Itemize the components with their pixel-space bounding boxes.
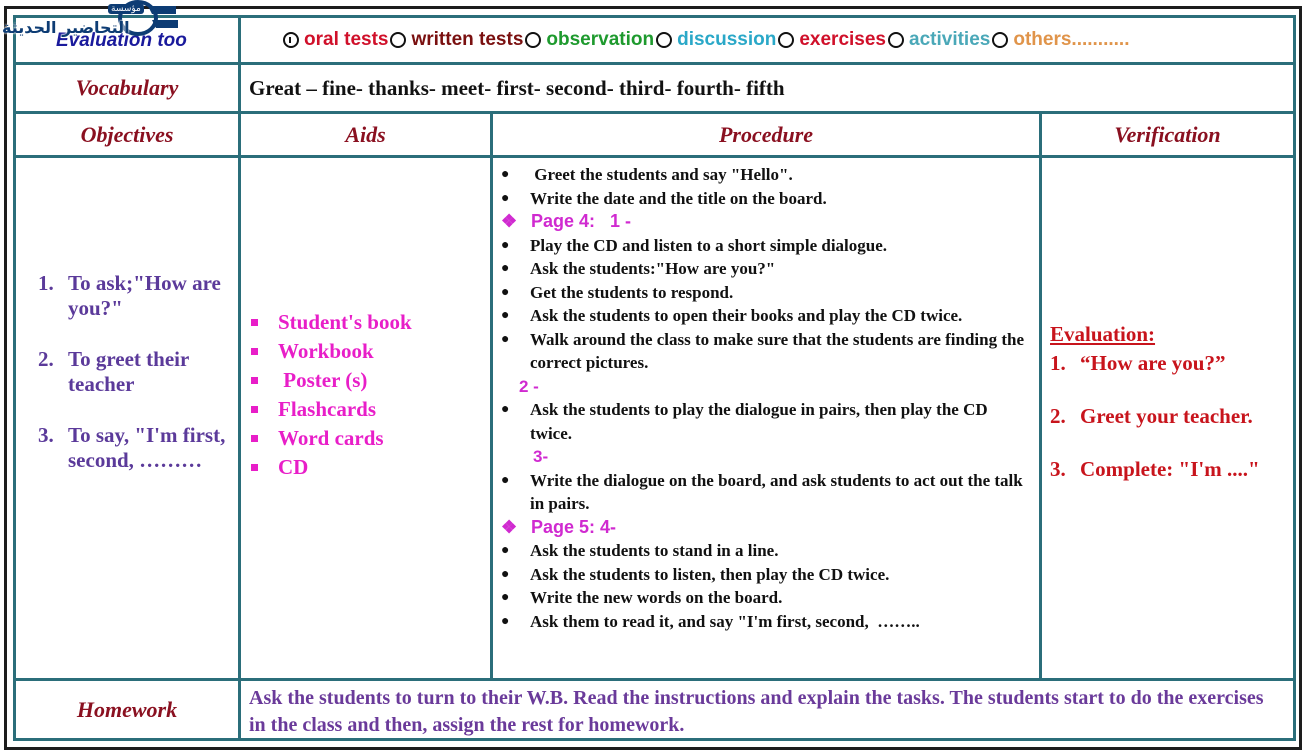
objective-item: [38, 347, 238, 397]
procedure-step-text: Play the CD and listen to a short simple dialogue.: [530, 235, 888, 255]
procedure-sub-number: 2 -: [519, 376, 539, 396]
bullet-icon: ●: [501, 331, 510, 347]
square-bullet-icon: [251, 348, 258, 355]
verification-text: Greet your teacher.: [1080, 404, 1253, 428]
bullet-icon: ●: [501, 167, 510, 182]
evaluation-tools-row: [238, 15, 1296, 65]
square-bullet-icon: [251, 319, 258, 326]
evaluation-tool-option[interactable]: [1013, 29, 1129, 51]
objective-text: To say, "I'm first, second, ………: [68, 423, 226, 472]
evaluation-tool-option[interactable]: [677, 29, 799, 51]
square-bullet-icon: [251, 435, 258, 442]
aids-cell: [238, 155, 493, 681]
objective-item: [38, 423, 238, 473]
verification-heading: Evaluation:: [1050, 322, 1156, 346]
aid-text: Flashcards: [278, 397, 377, 421]
bullet-icon: ●: [501, 590, 510, 605]
radio-circle-icon[interactable]: [656, 32, 672, 48]
procedure-page-header-text: Page 4: 1 -: [531, 211, 632, 231]
evaluation-tool-label: others...........: [1013, 29, 1130, 50]
procedure-step-text: Walk around the class to make sure that the students are finding the correct pictures.: [530, 329, 1029, 372]
procedure-step-text: Ask the students to open their books and play the CD twice.: [530, 306, 963, 325]
bullet-icon: ●: [501, 261, 510, 276]
aid-text: Word cards: [278, 426, 384, 450]
procedure-step-text: Greet the students and say "Hello".: [530, 165, 793, 184]
publisher-logo: [0, 0, 180, 42]
aid-item: [251, 453, 490, 482]
aid-item: [251, 308, 490, 337]
evaluation-tool-label: activities: [909, 29, 991, 50]
procedure-page-header: [501, 516, 1033, 540]
objective-item: [38, 271, 238, 321]
logo-text: التحاضير الحديثة: [2, 18, 130, 37]
bullet-icon: ●: [501, 402, 510, 417]
procedure-step-text: Ask them to read it, and say "I'm first, second, ……..: [530, 611, 920, 631]
procedure-step: [501, 563, 1033, 587]
procedure-step-text: Ask the students to play the dialogue in pairs, then play the CD twice.: [530, 400, 992, 443]
evaluation-tool-label: discussion: [677, 29, 777, 50]
procedure-step-text: Ask the students:"How are you?": [530, 259, 776, 278]
radio-circle-icon[interactable]: [992, 32, 1008, 48]
procedure-step: [501, 304, 1033, 328]
procedure-step: [501, 610, 1033, 634]
aid-item: [251, 366, 490, 395]
procedure-page-header: [501, 210, 1033, 234]
bullet-icon: ●: [501, 237, 510, 253]
verification-number: 1.: [1050, 351, 1066, 375]
procedure-step: [501, 234, 1033, 258]
evaluation-tool-option[interactable]: [281, 29, 411, 51]
procedure-step: [501, 398, 1033, 445]
bullet-icon: ●: [501, 543, 510, 558]
bullet-icon: ●: [501, 308, 510, 323]
verification-item: [1050, 457, 1293, 482]
homework-text: Ask the students to turn to their W.B. Read the instructions and explain the tasks. The students start to do the exercises in the class and then, assign the rest for homework.: [238, 678, 1296, 741]
aids-header: Aids: [238, 111, 493, 158]
procedure-step: [501, 328, 1033, 375]
aid-item: [251, 337, 490, 366]
objectives-cell: [13, 155, 241, 681]
radio-circle-icon[interactable]: [778, 32, 794, 48]
procedure-step: [501, 257, 1033, 281]
square-bullet-icon: [251, 377, 258, 384]
square-bullet-icon: [251, 464, 258, 471]
evaluation-tool-option[interactable]: [799, 29, 909, 51]
evaluation-label: Evaluation too: [56, 30, 187, 51]
procedure-step-text: Ask the students to listen, then play the CD twice.: [530, 564, 890, 584]
radio-circle-icon[interactable]: [888, 32, 904, 48]
logo-small-text: مؤسسة: [108, 4, 144, 14]
evaluation-tool-label: observation: [546, 29, 655, 50]
verification-header: Verification: [1039, 111, 1296, 158]
vocabulary-label: Vocabulary: [13, 62, 241, 114]
procedure-header: Procedure: [490, 111, 1042, 158]
aids-list: [241, 308, 490, 482]
evaluation-tool-label: written tests: [411, 29, 524, 50]
procedure-step: [501, 469, 1033, 516]
procedure-step: [501, 163, 1033, 187]
bullet-icon: ●: [501, 190, 510, 206]
procedure-step-text: Get the students to respond.: [530, 282, 734, 302]
aid-item: [251, 395, 490, 424]
bullet-icon: ●: [501, 566, 510, 582]
verification-number: 3.: [1050, 457, 1066, 481]
verification-text: Complete: "I'm ....": [1080, 457, 1260, 481]
objective-text: To greet their teacher: [68, 347, 189, 396]
radio-circle-icon[interactable]: [390, 32, 406, 48]
vocabulary-words: Great – fine- thanks- meet- first- second- third- fourth- fifth: [238, 62, 1296, 114]
bullet-icon: ●: [501, 284, 510, 300]
verification-cell: [1039, 155, 1296, 681]
evaluation-tool-option[interactable]: [546, 29, 677, 51]
aid-text: Workbook: [278, 339, 374, 363]
procedure-step-text: Write the date and the title on the board.: [530, 188, 827, 208]
procedure-cell: [490, 155, 1042, 681]
aid-text: CD: [278, 455, 309, 479]
verification-list: [1050, 351, 1293, 482]
procedure-step: [501, 187, 1033, 211]
aid-item: [251, 424, 490, 453]
bullet-icon: ●: [501, 613, 510, 629]
diamond-bullet-icon: ❖: [501, 516, 518, 537]
procedure-step-text: Write the dialogue on the board, and ask students to act out the talk in pairs.: [530, 470, 1027, 513]
square-bullet-icon: [251, 406, 258, 413]
aid-text: Poster (s): [278, 368, 368, 392]
objectives-list: [16, 271, 238, 473]
homework-label: Homework: [13, 678, 241, 741]
procedure-step-text: Write the new words on the board.: [530, 588, 783, 607]
selected-radio-icon[interactable]: [283, 32, 299, 48]
procedure-step: [501, 539, 1033, 563]
objective-number: 3.: [38, 423, 54, 447]
diamond-bullet-icon: ❖: [501, 211, 518, 231]
procedure-page-header-text: Page 5: 4-: [531, 516, 617, 537]
verification-item: [1050, 404, 1293, 429]
procedure-sub-number: 3-: [533, 447, 549, 466]
verification-text: “How are you?”: [1080, 351, 1226, 375]
objective-number: 2.: [38, 347, 54, 371]
bullet-icon: ●: [501, 472, 510, 488]
procedure-step: [501, 281, 1033, 305]
verification-number: 2.: [1050, 404, 1066, 428]
radio-circle-icon[interactable]: [525, 32, 541, 48]
procedure-step-text: Ask the students to stand in a line.: [530, 541, 779, 560]
objective-number: 1.: [38, 271, 54, 295]
objectives-header: Objectives: [13, 111, 241, 158]
aid-text: Student's book: [278, 310, 412, 334]
objective-text: To ask;"How are you?": [68, 271, 221, 320]
evaluation-tool-label: oral tests: [304, 29, 389, 50]
evaluation-tool-option[interactable]: [909, 29, 1013, 51]
procedure-step: [501, 586, 1033, 610]
evaluation-tool-label: exercises: [799, 29, 887, 50]
evaluation-tool-option[interactable]: [411, 29, 546, 51]
verification-item: [1050, 351, 1293, 376]
